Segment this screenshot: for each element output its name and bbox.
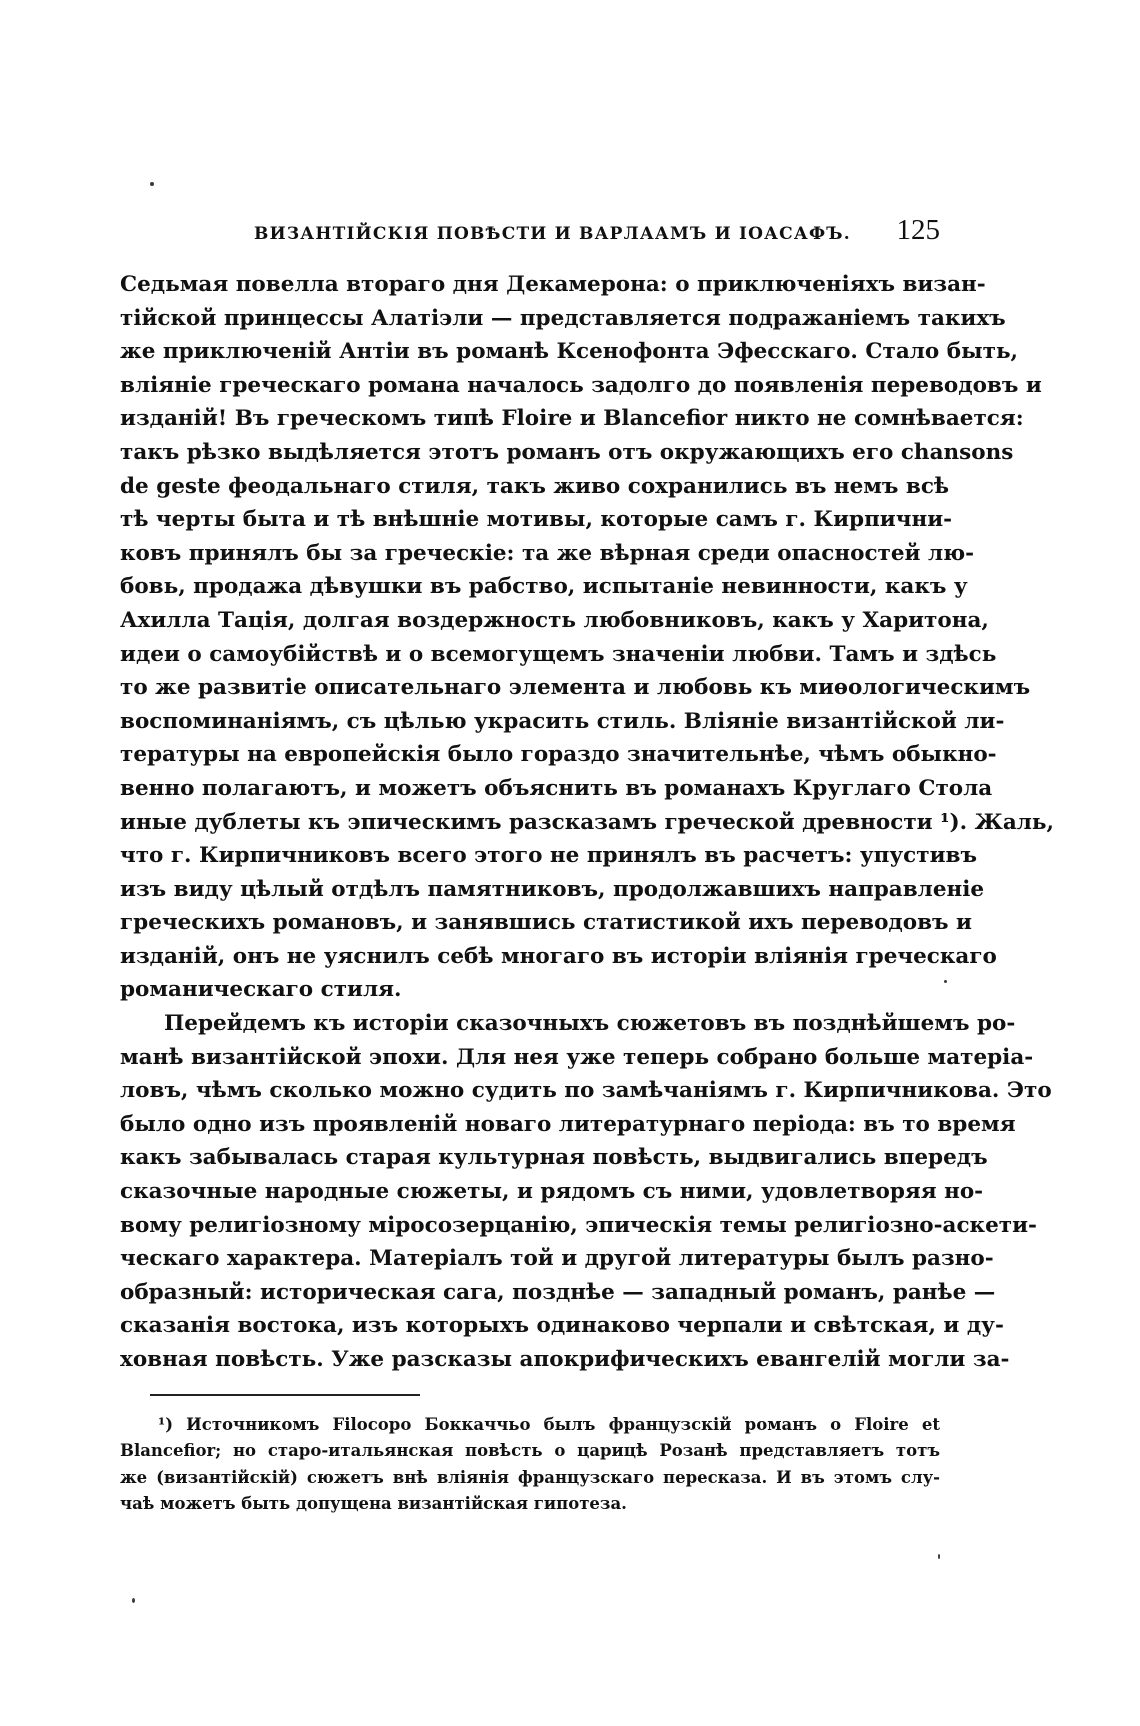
text-line: изданій, онъ не уяснилъ себѣ многаго въ исторіи вліянія греческаго xyxy=(120,943,997,969)
text-line: идеи о самоубійствѣ и о всемогущемъ значеніи любви. Тамъ и здѣсь xyxy=(120,641,997,667)
text-line: ловъ, чѣмъ сколько можно судить по замѣчаніямъ г. Кирпичникова. Это xyxy=(120,1078,1052,1104)
text-line: то же развитіе описательнаго элемента и любовь къ миѳологическимъ xyxy=(120,675,1031,701)
text-line: образный: историческая сага, позднѣе — западный романъ, ранѣе — xyxy=(120,1279,996,1305)
text-line: de geste феодальнаго стиля, такъ живо сохранились въ немъ всѣ xyxy=(120,473,950,499)
text-line: иные дублеты къ эпическимъ разсказамъ греческой древности ¹). Жаль, xyxy=(120,809,1055,835)
text-line: греческихъ романовъ, и занявшись статистикой ихъ переводовъ и xyxy=(120,910,972,936)
text-line: манѣ византійской эпохи. Для нея уже теперь собрано больше матеріа- xyxy=(120,1044,1034,1070)
text-line: было одно изъ проявленій новаго литературнаго періода: въ то время xyxy=(120,1111,1016,1137)
text-line: ковъ принялъ бы за греческіе: та же вѣрная среди опасностей лю- xyxy=(120,540,975,566)
footnote-line: чаѣ можетъ быть допущена византійская гипотеза. xyxy=(120,1494,627,1514)
text-line: бовь, продажа дѣвушки въ рабство, испытаніе невинности, какъ у xyxy=(120,574,968,600)
text-line: изданій! Въ греческомъ типѣ Floire и Blancefior никто не сомнѣвается: xyxy=(120,406,1024,432)
footnote-line: ¹) Источникомъ Filocopo Боккаччьо былъ французскій романъ о Floire et xyxy=(158,1415,940,1434)
scan-speck xyxy=(944,980,947,983)
text-line: же приключеній Антіи въ романѣ Ксенофонта Эфесскаго. Стало быть, xyxy=(120,339,1019,365)
text-line: такъ рѣзко выдѣляется этотъ романъ отъ окружающихъ его chansons xyxy=(120,439,1014,465)
text-line: сказанія востока, изъ которыхъ одинаково черпали и свѣтская, и ду- xyxy=(120,1313,1004,1339)
text-line: романическаго стиля. xyxy=(120,977,402,1003)
paragraph-1 xyxy=(120,268,1055,1007)
footnote-divider xyxy=(150,1394,420,1396)
text-line: тературы на европейскія было гораздо значительнѣе, чѣмъ обыкно- xyxy=(120,742,997,768)
text-line: венно полагаютъ, и можетъ объяснить въ романахъ Круглаго Стола xyxy=(120,775,993,801)
text-line: Ахилла Тація, долгая воздержность любовниковъ, какъ у Харитона, xyxy=(120,607,989,633)
footnote-line: же (византійскій) сюжетъ внѣ вліянія французскаго пересказа. И въ этомъ слу- xyxy=(120,1467,940,1487)
text-line: сказочные народные сюжеты, и рядомъ съ ними, удовлетворяя но- xyxy=(120,1179,984,1205)
text-line: вліяніе греческаго романа началось задолго до появленія переводовъ и xyxy=(120,372,1042,398)
page-number: 125 xyxy=(896,214,940,246)
text-line: что г. Кирпичниковъ всего этого не принялъ въ расчетъ: упустивъ xyxy=(120,843,977,869)
text-line: ховная повѣсть. Уже разсказы апокрифическихъ евангелій могли за- xyxy=(120,1347,1010,1372)
footnote xyxy=(120,1412,940,1518)
text-line: ческаго характера. Матеріалъ той и другой литературы былъ разно- xyxy=(120,1246,994,1272)
text-line: изъ виду цѣлый отдѣлъ памятниковъ, продолжавшихъ направленіе xyxy=(120,876,985,902)
text-line: Перейдемъ къ исторіи сказочныхъ сюжетовъ въ позднѣйшемъ ро- xyxy=(164,1011,1016,1037)
scan-speck xyxy=(150,182,154,186)
text-line: воспоминаніямъ, съ цѣлью украсить стиль. Вліяніе византійской ли- xyxy=(120,708,1005,734)
paragraph-2 xyxy=(120,1007,1052,1377)
text-line: какъ забывалась старая культурная повѣсть, выдвигались впередъ xyxy=(120,1145,988,1171)
running-title: ВИЗАНТІЙСКІЯ ПОВѢСТИ И ВАРЛААМЪ И ІОАСАФЪ. xyxy=(254,224,851,244)
scan-speck xyxy=(938,1554,940,1559)
text-line: вому религіозному міросозерцанію, эпическія темы религіозно-аскети- xyxy=(120,1212,1037,1238)
text-line: тійской принцессы Алатіэли — представляется подражаніемъ такихъ xyxy=(120,305,1006,331)
text-line: Седьмая повелла втораго дня Декамерона: о приключеніяхъ визан- xyxy=(120,272,986,297)
running-header xyxy=(254,214,940,256)
body-text xyxy=(120,268,1055,1377)
scan-speck xyxy=(132,1598,135,1603)
footnote-line: Blancefior; но старо-итальянская повѣсть о царицѣ Розанѣ представляетъ тотъ xyxy=(120,1441,940,1461)
text-line: тѣ черты быта и тѣ внѣшніе мотивы, которые самъ г. Кирпични- xyxy=(120,507,953,533)
